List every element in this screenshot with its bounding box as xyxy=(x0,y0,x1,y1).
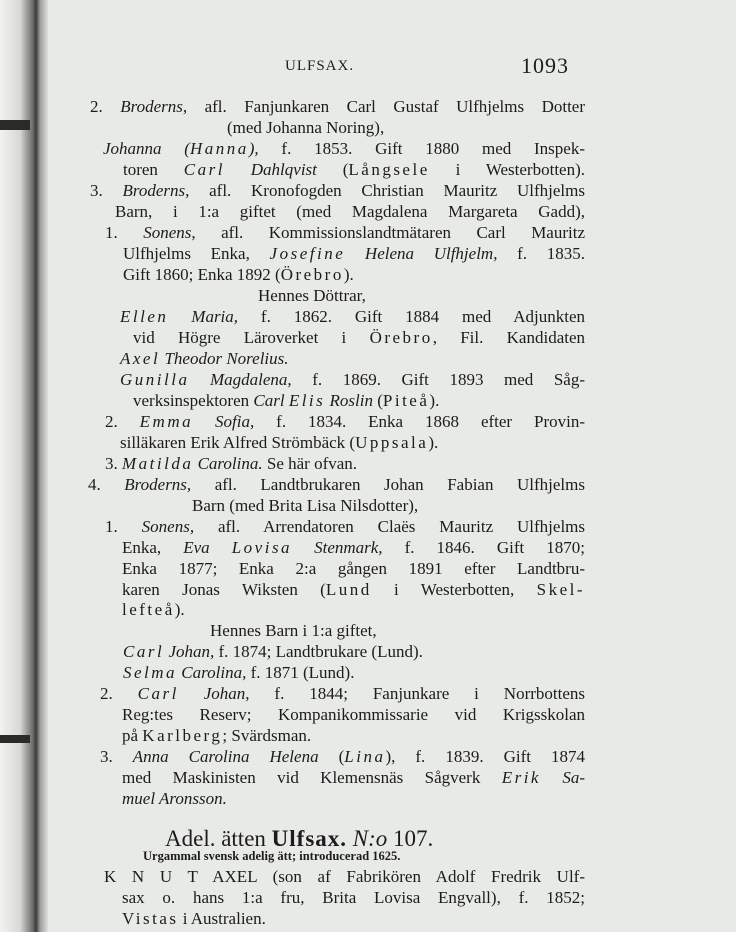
text-segment: Carl xyxy=(253,391,289,410)
text-segment: afl. Landtbrukaren Johan Fabian Ulfhjelms xyxy=(191,475,585,494)
text-segment: Sonens, xyxy=(141,517,195,536)
text-segment: 1. xyxy=(105,517,142,536)
text-line xyxy=(105,517,585,537)
text-segment: (son af Fabrikören Adolf Fredrik Ulf- xyxy=(256,867,585,886)
text-segment: Gunilla xyxy=(120,370,190,389)
text-segment: afl. Arrendatoren Claës Mauritz Ulfhjelms xyxy=(194,517,585,536)
text-segment: med Maskinisten vid Klemensnäs Sågverk xyxy=(122,768,502,787)
text-segment: ), xyxy=(248,139,259,158)
text-segment: , Fil. Kandidaten xyxy=(432,328,585,347)
text-segment: Sonens xyxy=(143,223,192,242)
text-segment: Karlberg xyxy=(142,726,223,745)
text-segment: 2. xyxy=(90,97,121,116)
text-line xyxy=(122,538,585,558)
text-line xyxy=(123,265,354,285)
text-segment: Broderns xyxy=(120,97,183,116)
text-segment: ( xyxy=(318,747,345,766)
text-segment: ( xyxy=(372,391,383,410)
text-segment: f. 1853. Gift 1880 med Inspek- xyxy=(258,139,585,158)
text-segment: 3. xyxy=(90,181,123,200)
text-segment: på xyxy=(122,726,143,745)
text-segment: 3. xyxy=(105,454,122,473)
text-segment: ). xyxy=(428,433,439,452)
text-segment: Erik xyxy=(501,768,541,787)
text-segment: karen Jonas Wiksten ( xyxy=(122,580,326,599)
text-segment: verksinspektoren xyxy=(133,391,254,410)
text-segment: Eva xyxy=(183,538,232,557)
text-line xyxy=(100,684,585,704)
text-segment: Johanna ( xyxy=(103,139,190,158)
text-segment: Enka, xyxy=(122,538,184,557)
text-segment: Carl xyxy=(183,160,225,179)
text-segment: Piteå xyxy=(382,391,430,410)
text-segment: Lund xyxy=(325,580,372,599)
text-line xyxy=(105,412,585,432)
text-segment: Sa- xyxy=(540,768,585,787)
text-segment: 3. xyxy=(100,747,133,766)
text-segment: ; Svärdsman. xyxy=(222,726,312,745)
text-segment: Barn (med Brita Lisa Nilsdotter), xyxy=(192,496,419,515)
text-segment: Lina xyxy=(344,747,386,766)
text-segment: Carl xyxy=(137,684,179,703)
text-line xyxy=(122,600,185,620)
text-segment: f. 1871 (Lund). xyxy=(246,663,355,682)
text-segment: Magdalena, xyxy=(189,370,292,389)
text-segment: Hennes Döttrar, xyxy=(258,286,366,305)
text-segment: K N U T AXEL xyxy=(104,867,257,886)
text-line xyxy=(120,349,289,369)
text-segment: Helena Ulfhjelm, xyxy=(345,244,498,263)
text-segment: Selma xyxy=(123,663,178,682)
text-segment: silläkaren Erik Alfred Strömbäck ( xyxy=(120,433,356,452)
text-segment: 2. xyxy=(100,684,138,703)
text-segment: Se här ofvan. xyxy=(262,454,358,473)
text-segment: ). xyxy=(343,265,354,284)
heading-number: 107. xyxy=(393,826,434,851)
section-subtitle: Urgammal svensk adelig ätt; introducerad 1625. xyxy=(143,849,401,863)
text-segment: f. 1835. xyxy=(497,244,585,263)
text-segment: Maria, xyxy=(168,307,239,326)
heading-number-label: N:o xyxy=(352,826,388,851)
text-segment: Hanna xyxy=(189,139,249,158)
heading-prefix: Adel. ätten xyxy=(165,826,266,851)
text-segment: Carolina. xyxy=(193,454,263,473)
text-line xyxy=(227,118,384,138)
binding-tab xyxy=(0,735,30,743)
text-line xyxy=(104,867,585,887)
text-line xyxy=(258,286,366,306)
text-line xyxy=(122,789,227,809)
text-segment: muel Aronsson. xyxy=(122,789,227,808)
text-segment: Sofia, xyxy=(193,412,255,431)
text-segment: Uppsala xyxy=(355,433,429,452)
text-segment: ( xyxy=(316,160,349,179)
text-segment: Emma xyxy=(139,412,194,431)
text-segment: lefteå xyxy=(122,600,175,619)
text-segment: Johan, xyxy=(164,642,215,661)
text-segment: Ulfhjelms Enka, xyxy=(123,244,270,263)
page-number: 1093 xyxy=(521,53,569,78)
text-line xyxy=(123,642,423,662)
text-segment: ). xyxy=(429,391,440,410)
text-line xyxy=(123,160,585,180)
text-segment: Gift 1860; Enka 1892 ( xyxy=(123,265,281,284)
text-line xyxy=(122,909,266,929)
text-line xyxy=(122,768,585,788)
text-segment: f. 1874; Landtbrukare (Lund). xyxy=(214,642,423,661)
text-segment: ). xyxy=(174,600,185,619)
text-line xyxy=(103,139,585,159)
text-line xyxy=(120,433,438,453)
text-segment: f. 1846. Gift 1870; xyxy=(382,538,585,557)
text-segment: Carolina, xyxy=(177,663,247,682)
text-segment: Anna Carolina Helena xyxy=(132,747,319,766)
text-segment: Barn, i 1:a giftet (med Magdalena Margareta Gadd), xyxy=(115,202,585,221)
text-line xyxy=(90,181,585,201)
text-segment: Johan, xyxy=(178,684,250,703)
text-segment: Örebro xyxy=(369,328,433,347)
text-segment: Ellen xyxy=(120,307,169,326)
text-line xyxy=(133,328,585,348)
text-segment: f. 1869. Gift 1893 med Såg- xyxy=(291,370,585,389)
text-segment: Elis xyxy=(288,391,326,410)
text-line xyxy=(210,621,377,641)
text-segment: , afl. Fanjunkaren Carl Gustaf Ulfhjelms Dotter xyxy=(182,97,585,116)
text-segment: Roslin xyxy=(325,391,373,410)
text-line xyxy=(192,496,418,516)
text-line xyxy=(122,726,311,746)
text-segment: f. 1844; Fanjunkare i Norrbottens xyxy=(249,684,585,703)
text-segment: Josefine xyxy=(269,244,346,263)
text-segment: Axel xyxy=(120,349,161,368)
text-line xyxy=(120,307,585,327)
text-segment: Broderns xyxy=(122,181,186,200)
text-segment: i Westerbotten, xyxy=(371,580,537,599)
text-segment: Dahlqvist xyxy=(224,160,317,179)
text-segment: Broderns, xyxy=(124,475,192,494)
book-binding-edge xyxy=(0,0,48,932)
text-segment: i Westerbotten). xyxy=(429,160,585,179)
text-line xyxy=(123,663,354,683)
text-segment: Långsele xyxy=(348,160,430,179)
text-line xyxy=(100,747,585,767)
text-line xyxy=(105,454,357,474)
text-segment: 2. xyxy=(105,412,140,431)
running-header: ULFSAX. xyxy=(285,58,355,74)
text-segment: Theodor Norelius. xyxy=(160,349,289,368)
text-segment: f. 1834. Enka 1868 efter Provin- xyxy=(254,412,585,431)
text-line xyxy=(120,370,585,390)
text-segment: i Australien. xyxy=(178,909,266,928)
text-segment: f. 1862. Gift 1884 med Adjunkten xyxy=(238,307,585,326)
text-line xyxy=(122,580,585,600)
text-line xyxy=(133,391,439,411)
text-segment: 4. xyxy=(88,475,125,494)
text-segment: Lovisa xyxy=(231,538,293,557)
text-segment: Örebro xyxy=(280,265,344,284)
text-segment: , afl. Kommissionslandtmätaren Carl Mauritz xyxy=(191,223,585,242)
text-segment: (med Johanna Noring), xyxy=(227,118,385,137)
text-segment: Stenmark, xyxy=(292,538,383,557)
text-line xyxy=(123,244,585,264)
text-segment: Skel- xyxy=(536,580,585,599)
text-line xyxy=(105,223,585,243)
text-segment: 1. xyxy=(105,223,144,242)
text-line xyxy=(122,888,585,908)
text-segment: sax o. hans 1:a fru, Brita Lovisa Engvall), f. 1852; xyxy=(122,888,585,907)
binding-tab xyxy=(0,120,30,130)
text-line xyxy=(122,559,585,579)
text-segment: toren xyxy=(123,160,184,179)
text-segment: Hennes Barn i 1:a giftet, xyxy=(210,621,377,640)
text-segment: Carl xyxy=(123,642,165,661)
text-segment: Enka 1877; Enka 2:a gången 1891 efter Landtbru- xyxy=(122,559,585,578)
text-segment: Vistas xyxy=(122,909,179,928)
heading-family-name: Ulfsax. xyxy=(271,826,348,851)
text-line xyxy=(122,705,585,725)
text-line xyxy=(115,202,585,222)
text-segment: Reg:tes Reserv; Kompanikommissarie vid Krigsskolan xyxy=(122,705,585,724)
text-segment: vid Högre Läroverket i xyxy=(133,328,370,347)
text-segment: Matilda xyxy=(122,454,194,473)
text-segment: ), f. 1839. Gift 1874 xyxy=(385,747,585,766)
text-line xyxy=(88,475,585,495)
text-line xyxy=(90,97,585,117)
text-segment: , afl. Kronofogden Christian Mauritz Ulfhjelms xyxy=(185,181,585,200)
